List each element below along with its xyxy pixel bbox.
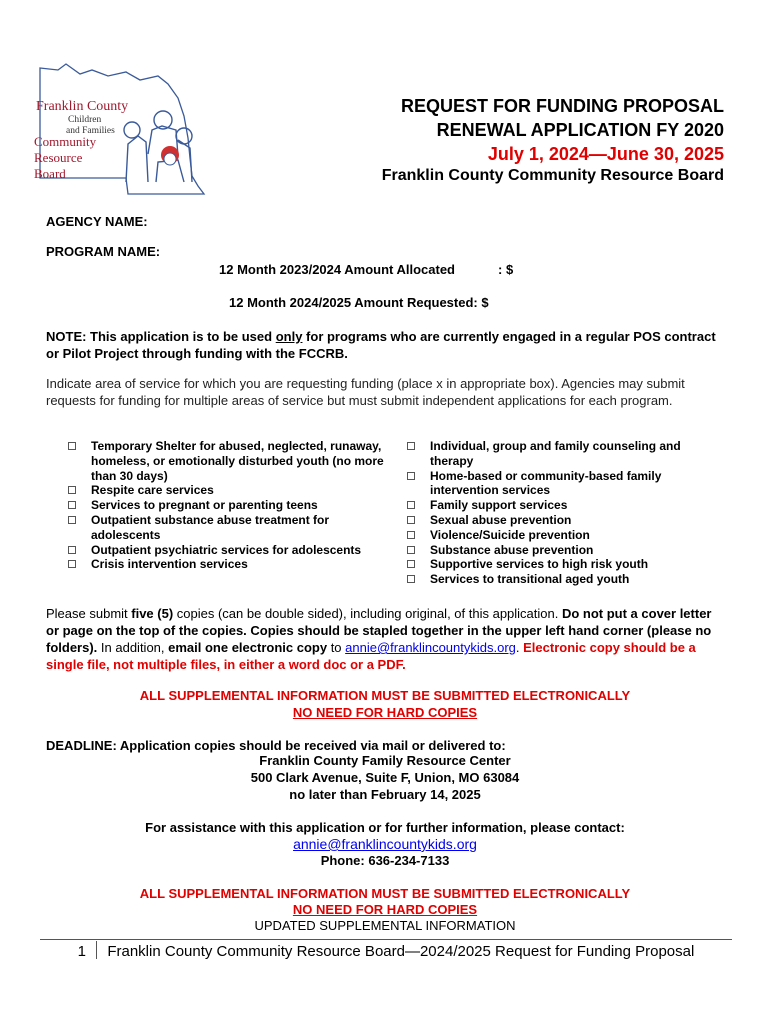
checkbox[interactable] (407, 560, 415, 568)
note-emphasis: only (275, 329, 303, 344)
checkbox[interactable] (407, 501, 415, 509)
note-suffix: for programs who are currently engaged in a regular POS contract or Pilot Project through funding with the FCCRB. (46, 329, 716, 361)
note-prefix: NOTE: This application is to be used (46, 329, 276, 344)
checkbox[interactable] (407, 442, 415, 450)
contact-label: For assistance with this application or for further information, please contact: (145, 820, 625, 835)
logo (28, 58, 218, 198)
logo-text-5: Resource (34, 150, 83, 165)
service-item[interactable]: Outpatient substance abuse treatment for adolescents (68, 513, 388, 543)
service-item[interactable]: Respite care services (68, 483, 388, 498)
note (46, 328, 726, 362)
service-item[interactable]: Violence/Suicide prevention (407, 528, 707, 543)
service-item[interactable]: Services to transitional aged youth (407, 572, 707, 587)
service-item[interactable]: Supportive services to high risk youth (407, 557, 707, 572)
date-range: July 1, 2024—June 30, 2025 (487, 144, 724, 164)
checkbox[interactable] (68, 560, 76, 568)
service-item[interactable]: Crisis intervention services (68, 557, 388, 572)
service-item[interactable]: Substance abuse prevention (407, 543, 707, 558)
service-item[interactable]: Services to pregnant or parenting teens (68, 498, 388, 513)
checkbox[interactable] (68, 486, 76, 494)
contact-phone: Phone: 636-234-7133 (320, 853, 450, 868)
logo-graphic (28, 58, 218, 198)
deadline-line-1: Franklin County Family Resource Center (259, 753, 511, 768)
email-link[interactable]: annie@franklincountykids.org (345, 640, 516, 655)
amount-allocated-label: 12 Month 2023/2024 Amount Allocated (219, 262, 455, 277)
service-item[interactable]: Family support services (407, 498, 707, 513)
footer-divider (40, 939, 732, 940)
logo-text-2: Children (68, 115, 102, 125)
service-item[interactable]: Outpatient psychiatric services for adolescents (68, 543, 388, 558)
checkbox[interactable] (407, 516, 415, 524)
footer-text: Franklin County Community Resource Board—2024/2025 Request for Funding Proposal (107, 943, 695, 960)
services-right-list (407, 439, 707, 587)
deadline-line-3: no later than February 14, 2025 (289, 787, 481, 802)
checkbox[interactable] (68, 442, 76, 450)
checkbox[interactable] (68, 501, 76, 509)
amount-requested-label: 12 Month 2024/2025 Amount Requested: $ (229, 295, 489, 310)
checkbox[interactable] (407, 546, 415, 554)
agency-name-label: AGENCY NAME: (46, 214, 148, 229)
org-name: Franklin County Community Resource Board (381, 167, 724, 184)
deadline-line-2: 500 Clark Avenue, Suite F, Union, MO 63084 (250, 770, 520, 785)
footer (40, 941, 732, 960)
submit-instructions: Please submit five (5) copies (can be double sided), including original, of this application. Do not put a cover letter or page on the top of the copies. Copies should be stapled together in the upper left hand corner (please no folders). In addition, email one electronic copy to annie@franklincountykids.org. Electronic copy should be a single file, not multiple files, in either a word doc or a PDF. (46, 606, 712, 672)
program-name-label: PROGRAM NAME: (46, 244, 161, 259)
services-left-list (68, 439, 388, 572)
service-item[interactable]: Temporary Shelter for abused, neglected, runaway, homeless, or emotionally disturbed youth (no more than 30 days) (68, 439, 388, 483)
service-item[interactable]: Home-based or community-based family intervention services (407, 469, 707, 499)
supplemental-notice: ALL SUPPLEMENTAL INFORMATION MUST BE SUBMITTED ELECTRONICALLY (139, 688, 631, 703)
deadline-label: DEADLINE: Application copies should be received via mail or delivered to: (46, 738, 506, 753)
checkbox[interactable] (407, 575, 415, 583)
logo-text-1: Franklin County (36, 99, 129, 114)
service-item[interactable]: Individual, group and family counseling and therapy (407, 439, 707, 469)
title-line-2: RENEWAL APPLICATION FY 2020 (436, 120, 724, 140)
footer-separator (96, 941, 97, 959)
logo-text-3: and Families (66, 126, 115, 136)
amount-allocated-field[interactable]: : $ (498, 262, 514, 277)
checkbox[interactable] (407, 472, 415, 480)
instructions: Indicate area of service for which you are requesting funding (place x in appropriate box). Agencies may submit requests for funding for multiple areas of service but must submit independent applications for each program. (46, 376, 685, 408)
service-item[interactable]: Sexual abuse prevention (407, 513, 707, 528)
no-hard-copies-notice: NO NEED FOR HARD COPIES (292, 705, 478, 720)
no-hard-copies-notice-2: NO NEED FOR HARD COPIES (292, 902, 478, 917)
checkbox[interactable] (68, 516, 76, 524)
electronic-copy-note: Electronic copy should be a single file, not multiple files, in either a word doc or a PDF. (46, 640, 696, 672)
logo-text-6: Board (34, 166, 66, 181)
contact-email-row (0, 836, 770, 852)
logo-text-4: Community (34, 134, 97, 149)
checkbox[interactable] (68, 546, 76, 554)
title-line-1: REQUEST FOR FUNDING PROPOSAL (400, 96, 724, 116)
checkbox[interactable] (407, 531, 415, 539)
supplemental-notice-2: ALL SUPPLEMENTAL INFORMATION MUST BE SUBMITTED ELECTRONICALLY (139, 886, 631, 901)
contact-email-link[interactable]: annie@franklincountykids.org (293, 836, 477, 852)
page-number: 1 (77, 943, 86, 960)
updated-supplemental: UPDATED SUPPLEMENTAL INFORMATION (254, 918, 516, 933)
